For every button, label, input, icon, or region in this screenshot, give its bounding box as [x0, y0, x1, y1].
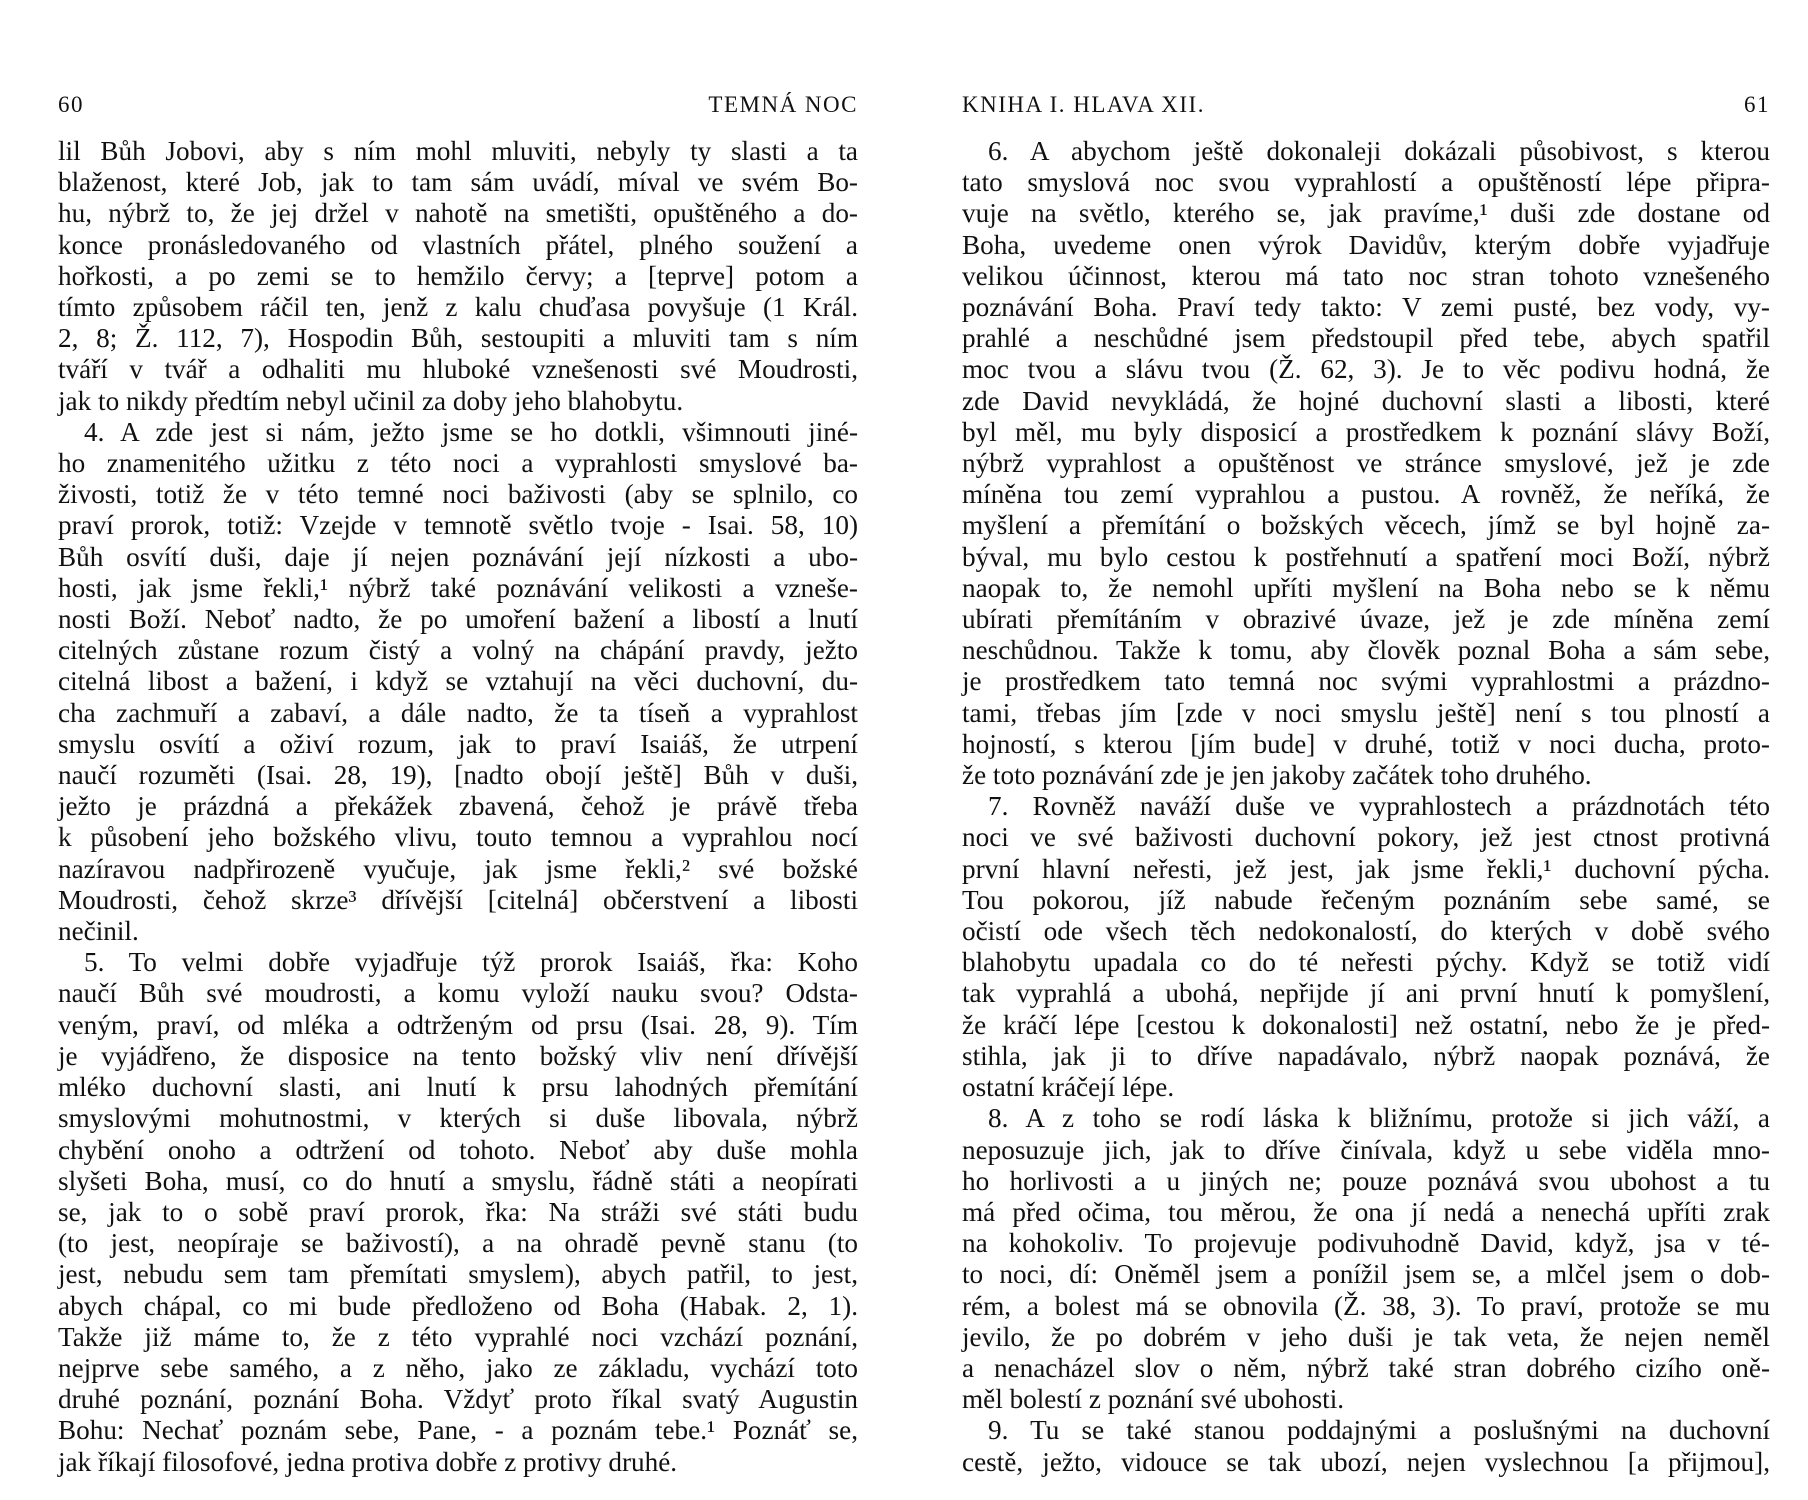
text-line: byl měl, mu byly disposicí a prostředkem k poznání slávy Boží, [962, 416, 1770, 447]
text-line: míněna tou zemí vyprahlou a pustou. A rovněž, že neříká, že [962, 479, 1770, 510]
text-line: (to jest, neopíraje se baživostí), a na ohradě pevně stanu (to [58, 1228, 858, 1259]
text-line: 7. Rovněž naváží duše ve vyprahlostech a prázdnotách této [988, 791, 1770, 822]
text-line: má před očima, tou měrou, že ona jí nedá a nenechá upříti zrak [962, 1196, 1770, 1227]
right-page [962, 92, 1770, 1478]
text-line: neschůdnou. Takže k tomu, aby člověk poznal Boha a sám sebe, [962, 635, 1770, 666]
text-line: Bohu: Nechať poznám sebe, Pane, - a poznám tebe.¹ Poznáť se, [58, 1415, 858, 1446]
text-line: jevilo, že po dobrém v jeho duši je tak veta, že nejen neměl [962, 1321, 1770, 1352]
text-line: nýbrž vyprahlost a opuštěnost ve stránce smyslové, jež je zde [962, 448, 1770, 479]
text-line: 8. A z toho se rodí láska k bližnímu, protože si jich váží, a [988, 1103, 1770, 1134]
text-line: myšlení a přemítání o božských věcech, jímž se byl hojně za- [962, 510, 1770, 541]
text-line: naučí Bůh své moudrosti, a komu vyloží nauku svou? Odsta- [58, 978, 858, 1009]
text-line: nazíravou nadpřirozeně vyučuje, jak jsme řekli,² své božské [58, 853, 858, 884]
text-line: abych chápal, co mi bude předloženo od Boha (Habak. 2, 1). [58, 1290, 858, 1321]
text-line: chybění onoho a odtržení od tohoto. Neboť aby duše mohla [58, 1134, 858, 1165]
text-line: že toto poznávání zde je jen jakoby začátek toho druhého. [962, 760, 1592, 791]
text-line: hosti, jak jsme řekli,¹ nýbrž také poznávání velikosti a vzneše- [58, 572, 858, 603]
text-line: blahobytu upadala co do té neřesti pýchy. Když se totiž vidí [962, 947, 1770, 978]
text-line: rém, a bolest má se obnovila (Ž. 38, 3). To praví, protože se mu [962, 1290, 1770, 1321]
text-line: konce pronásledovaného od vlastních přátel, plného soužení a [58, 229, 858, 260]
text-line: je prostředkem tato temná noc svými vyprahlostmi a prázdno- [962, 666, 1770, 697]
text-line: slyšeti Boha, musí, co do hnutí a smyslu, řádně státi a neopírati [58, 1165, 858, 1196]
text-line: ostatní kráčejí lépe. [962, 1072, 1175, 1103]
text-line: Boha, uvedeme onen výrok Davidův, kterým dobře vyjadřuje [962, 229, 1770, 260]
text-line: na kohokoliv. To projevuje podivuhodně David, když, jsa v té- [962, 1228, 1770, 1259]
text-line: hu, nýbrž to, že jej držel v nahotě na smetišti, opuštěného a do- [58, 198, 858, 229]
right-page-header [962, 92, 1770, 126]
left-page-text [58, 136, 858, 1478]
text-line: ježto je prázdná a překážek zbavená, čehož je právě třeba [58, 791, 858, 822]
text-line: prahlé a neschůdné jsem předstoupil před tebe, abych spatřil [962, 323, 1770, 354]
text-line: býval, mu bylo cestou k postřehnutí a spatření moci Boží, nýbrž [962, 541, 1770, 572]
text-line: 6. A abychom ještě dokonaleji dokázali působivost, s kterou [988, 136, 1770, 166]
text-line: nosti Boží. Neboť nadto, že po umoření bažení a libostí a lnutí [58, 604, 858, 635]
page-number: 61 [1744, 92, 1770, 117]
text-line: jak říkají filosofové, jedna protiva dobře z protivy druhé. [58, 1446, 678, 1477]
text-line: jest, nebudu sem tam přemítati smyslem), abych patřil, to jest, [58, 1259, 858, 1290]
text-line: stihla, jak ji to dříve napadávalo, nýbrž naopak poznává, že [962, 1040, 1770, 1071]
text-line: cha zachmuří a zabaví, a dále nadto, že ta tíseň a vyprahlost [58, 697, 858, 728]
text-line: 9. Tu se také stanou poddajnými a poslušnými na duchovní [988, 1415, 1770, 1446]
text-line: 4. A zde jest si nám, ježto jsme se ho dotkli, všimnouti jiné- [84, 416, 858, 447]
text-line: ho horlivosti a u jiných ne; pouze poznává svou ubohost a tu [962, 1165, 1770, 1196]
text-line: a nenacházel slov o něm, nýbrž také stran dobrého cizího oně- [962, 1352, 1770, 1383]
text-line: jak to nikdy předtím nebyl učinil za doby jeho blahobytu. [58, 385, 684, 416]
left-page [58, 92, 858, 1478]
text-line: cestě, ježto, vidouce se tak ubozí, nejen vyslechnou [a přijmou], [962, 1446, 1770, 1477]
text-line: blaženost, které Job, jak to tam sám uvádí, míval ve svém Bo- [58, 167, 858, 198]
text-line: tímto způsobem ráčil ten, jenž z kalu chuďasa povyšuje (1 Král. [58, 292, 858, 323]
text-line: vuje na světlo, kterého se, jak pravíme,¹ duši zde dostane od [962, 198, 1770, 229]
text-line: citelná libost a bažení, i když se vztahují na věci duchovní, du- [58, 666, 858, 697]
text-line: naopak to, že nemohl upříti myšlení na Boha nebo se k němu [962, 572, 1770, 603]
text-line: že kráčí lépe [cestou k dokonalosti] než ostatní, nebo že je před- [962, 1009, 1770, 1040]
text-line: Takže již máme to, že z této vyprahlé noci vzchází poznání, [58, 1321, 858, 1352]
text-line: 2, 8; Ž. 112, 7), Hospodin Bůh, sestoupiti a mluviti tam s ním [58, 323, 858, 354]
text-line: Moudrosti, čehož skrze³ dřívější [citelná] občerstvení a libosti [58, 884, 858, 915]
text-line: poznávání Boha. Praví tedy takto: V zemi pusté, bez vody, vy- [962, 292, 1770, 323]
right-page-text [962, 136, 1770, 1478]
text-line: druhé poznání, poznání Boha. Vždyť proto říkal svatý Augustin [58, 1384, 858, 1415]
text-line: velikou účinnost, kterou má tato noc stran tohoto vznešeného [962, 260, 1770, 291]
text-line: 5. To velmi dobře vyjadřuje týž prorok Isaiáš, řka: Koho [84, 947, 858, 978]
text-line: to noci, dí: Oněměl jsem a ponížil jsem se, a mlčel jsem o dob- [962, 1259, 1770, 1290]
text-line: veným, praví, od mléka a odtrženým od prsu (Isai. 28, 9). Tím [58, 1009, 858, 1040]
text-line: moc tvou a slávu tvou (Ž. 62, 3). Je to věc podivu hodná, že [962, 354, 1770, 385]
text-line: tak vyprahlá a ubohá, nepřijde jí ani první hnutí k pomyšlení, [962, 978, 1770, 1009]
text-line: hojností, s kterou [jím bude] v druhé, totiž v noci ducha, proto- [962, 728, 1770, 759]
text-line: mléko duchovní slasti, ani lnutí k prsu lahodných přemítání [58, 1072, 858, 1103]
text-line: noci ve své baživosti duchovní pokory, jež jest ctnost protivná [962, 822, 1770, 853]
text-line: očistí ode všech těch nedokonalostí, do kterých v době svého [962, 916, 1770, 947]
page-number: 60 [58, 92, 84, 117]
text-line: se, jak to o sobě praví prorok, řka: Na stráži své státi budu [58, 1196, 858, 1227]
text-line: hořkosti, a po zemi se to hemžilo červy; a [teprve] potom a [58, 260, 858, 291]
text-line: ho znamenitého užitku z této noci a vyprahlosti smyslové ba- [58, 448, 858, 479]
text-line: je vyjádřeno, že disposice na tento božský vliv není dřívější [58, 1040, 858, 1071]
text-line: nečinil. [58, 916, 139, 947]
text-line: praví prorok, totiž: Vzejde v temnotě světlo tvoje - Isai. 58, 10) [58, 510, 858, 541]
text-line: k působení jeho božského vlivu, touto temnou a vyprahlou nocí [58, 822, 858, 853]
running-head: KNIHA I. HLAVA XII. [962, 92, 1205, 117]
text-line: tami, třebas jím [zde v noci smyslu ještě] není s tou plností a [962, 697, 1770, 728]
text-line: zde David nevykládá, že hojné duchovní slasti a libosti, které [962, 385, 1770, 416]
text-line: živosti, totiž že v této temné noci baživosti (aby se splnilo, co [58, 479, 858, 510]
running-head: TEMNÁ NOC [708, 92, 858, 117]
text-line: tváří v tvář a odhaliti mu hluboké vznešenosti své Moudrosti, [58, 354, 858, 385]
text-line: smyslovými mohutnostmi, v kterých si duše libovala, nýbrž [58, 1103, 858, 1134]
text-line: měl bolestí z poznání své ubohosti. [962, 1384, 1345, 1415]
text-line: smyslu osvítí a oživí rozum, jak to praví Isaiáš, že utrpení [58, 728, 858, 759]
text-line: tato smyslová noc svou vyprahlostí a opuštěností lépe připra- [962, 167, 1770, 198]
text-line: naučí rozuměti (Isai. 28, 19), [nadto obojí ještě] Bůh v duši, [58, 760, 858, 791]
text-line: lil Bůh Jobovi, aby s ním mohl mluviti, nebyly ty slasti a ta [58, 136, 858, 166]
text-line: Bůh osvítí duši, daje jí nejen poznávání její nízkosti a ubo- [58, 541, 858, 572]
text-line: citelných zůstane rozum čistý a volný na chápání pravdy, ježto [58, 635, 858, 666]
text-line: první hlavní neřesti, jež jest, jak jsme řekli,¹ duchovní pýcha. [962, 853, 1770, 884]
text-line: Tou pokorou, jíž nabude řečeným poznáním sebe samé, se [962, 884, 1770, 915]
text-line: nejprve sebe samého, a z něho, jako ze základu, vychází toto [58, 1352, 858, 1383]
text-line: ubírati přemítáním v obrazivé úvaze, jež je zde míněna zemí [962, 604, 1770, 635]
left-page-header [58, 92, 858, 126]
text-line: neposuzuje jich, jak to dříve činívala, když u sebe viděla mno- [962, 1134, 1770, 1165]
